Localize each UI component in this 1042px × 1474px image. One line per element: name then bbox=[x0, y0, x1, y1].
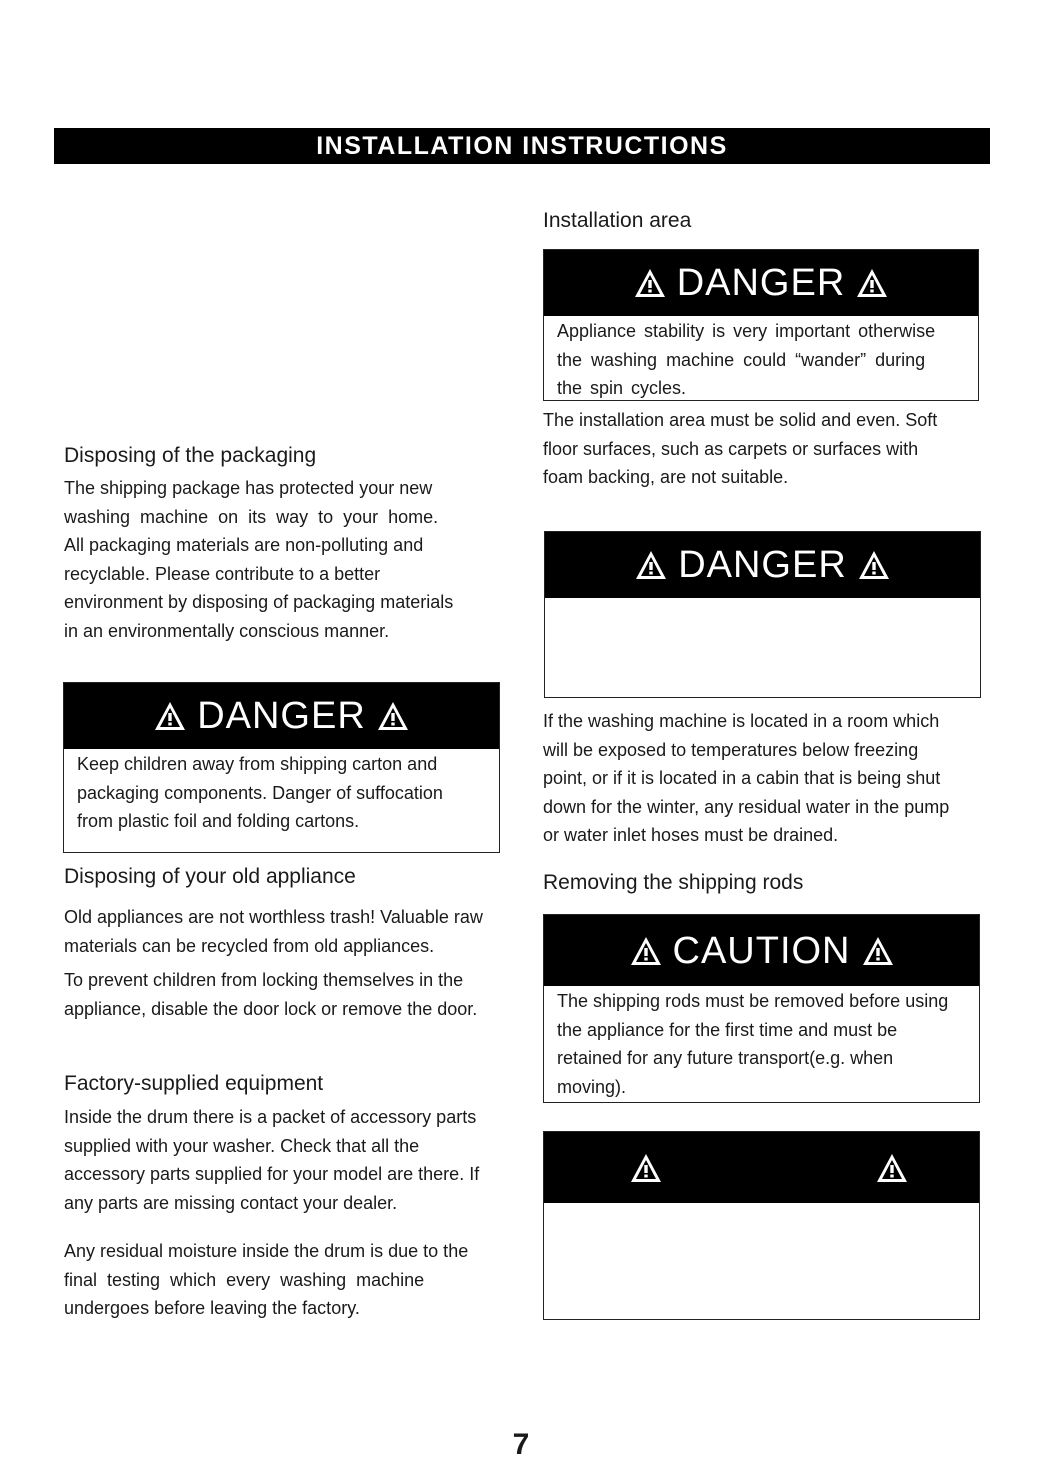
warning-triangle-icon bbox=[861, 935, 895, 967]
text-line: environment by disposing of packaging materials bbox=[64, 592, 454, 613]
danger-body bbox=[64, 749, 499, 836]
text-line: retained for any future transport(e.g. when bbox=[557, 1048, 894, 1069]
caution-label: CAUTION bbox=[672, 929, 851, 972]
text-line: or water inlet hoses must be drained. bbox=[543, 825, 839, 846]
text-line: recyclable. Please contribute to a better bbox=[64, 563, 381, 584]
shipping-rods-heading: Removing the shipping rods bbox=[543, 871, 804, 894]
moisture-text bbox=[64, 1237, 468, 1323]
text-line: washing machine on its way to your home. bbox=[64, 506, 439, 527]
text-line: the appliance for the first time and must be bbox=[557, 1019, 898, 1040]
caution-body bbox=[544, 986, 979, 1101]
page-number: 7 bbox=[512, 1428, 530, 1461]
text-line: The installation area must be solid and even. Soft bbox=[543, 410, 938, 430]
text-line: The shipping package has protected your new bbox=[64, 478, 433, 498]
warning-box-empty bbox=[543, 1131, 980, 1320]
text-line: Inside the drum there is a packet of accessory parts bbox=[64, 1107, 477, 1127]
old-appliance-heading: Disposing of your old appliance bbox=[64, 865, 356, 888]
caution-box-rods bbox=[543, 914, 980, 1103]
warning-triangle-icon bbox=[857, 549, 891, 581]
old-appliance-text-1 bbox=[64, 903, 483, 960]
text-line: Any residual moisture inside the drum is due to the bbox=[64, 1241, 469, 1261]
text-line: the washing machine could “wander” during bbox=[557, 349, 926, 370]
text-line: any parts are missing contact your dealer. bbox=[64, 1192, 398, 1213]
warning-header bbox=[544, 1132, 979, 1203]
text-line: appliance, disable the door lock or remove the door. bbox=[64, 998, 478, 1019]
warning-triangle-icon bbox=[376, 700, 410, 732]
installation-area-text bbox=[543, 406, 937, 492]
text-line: materials can be recycled from old appliances. bbox=[64, 935, 435, 956]
text-line: point, or if it is located in a cabin that is being shut bbox=[543, 768, 941, 789]
text-line: down for the winter, any residual water in the pump bbox=[543, 796, 950, 817]
text-line: All packaging materials are non-polluting and bbox=[64, 535, 424, 556]
text-line: Appliance stability is very important otherwise bbox=[557, 321, 936, 341]
packaging-heading: Disposing of the packaging bbox=[64, 444, 317, 467]
text-line: moving). bbox=[557, 1076, 627, 1097]
text-line: will be exposed to temperatures below freezing bbox=[543, 739, 919, 760]
warning-triangle-icon bbox=[875, 1152, 909, 1184]
warning-triangle-icon bbox=[634, 549, 668, 581]
text-line: packaging components. Danger of suffocation bbox=[77, 782, 443, 803]
danger-label: DANGER bbox=[676, 262, 846, 304]
warning-triangle-icon bbox=[629, 1152, 663, 1184]
text-line: from plastic foil and folding cartons. bbox=[77, 811, 360, 832]
text-line: supplied with your washer. Check that all the bbox=[64, 1135, 420, 1156]
danger-label: DANGER bbox=[197, 695, 366, 737]
old-appliance-text-2 bbox=[64, 966, 477, 1023]
text-line: accessory parts supplied for your model are there. If bbox=[64, 1164, 480, 1185]
text-line: The shipping rods must be removed before using bbox=[557, 991, 949, 1011]
danger-header bbox=[544, 250, 978, 316]
warning-triangle-icon bbox=[629, 935, 663, 967]
danger-box-stability bbox=[543, 249, 979, 401]
text-line: If the washing machine is located in a room which bbox=[543, 711, 940, 731]
text-line: Keep children away from shipping carton and bbox=[77, 754, 438, 774]
warning-triangle-icon bbox=[153, 700, 187, 732]
text-line: floor surfaces, such as carpets or surfaces with bbox=[543, 438, 919, 459]
freezing-text bbox=[543, 707, 949, 850]
danger-box-packaging bbox=[63, 682, 500, 853]
danger-box-empty bbox=[544, 531, 981, 698]
installation-area-heading: Installation area bbox=[543, 209, 692, 232]
caution-header bbox=[544, 915, 979, 986]
warning-triangle-icon bbox=[855, 267, 889, 299]
packaging-text bbox=[64, 474, 453, 646]
text-line: in an environmentally conscious manner. bbox=[64, 620, 390, 641]
page-title: INSTALLATION INSTRUCTIONS bbox=[54, 128, 990, 164]
text-line: final testing which every washing machine bbox=[64, 1269, 425, 1290]
text-line: Old appliances are not worthless trash! Valuable raw bbox=[64, 907, 483, 927]
text-line: undergoes before leaving the factory. bbox=[64, 1298, 360, 1319]
warning-triangle-icon bbox=[633, 267, 667, 299]
danger-header bbox=[64, 683, 499, 749]
text-line: foam backing, are not suitable. bbox=[543, 467, 789, 488]
text-line: the spin cycles. bbox=[557, 378, 687, 399]
danger-label: DANGER bbox=[678, 544, 847, 586]
danger-body bbox=[544, 316, 978, 403]
equipment-heading: Factory-supplied equipment bbox=[64, 1072, 324, 1095]
equipment-text bbox=[64, 1103, 479, 1217]
text-line: To prevent children from locking themselves in the bbox=[64, 970, 464, 990]
danger-header bbox=[545, 532, 980, 598]
